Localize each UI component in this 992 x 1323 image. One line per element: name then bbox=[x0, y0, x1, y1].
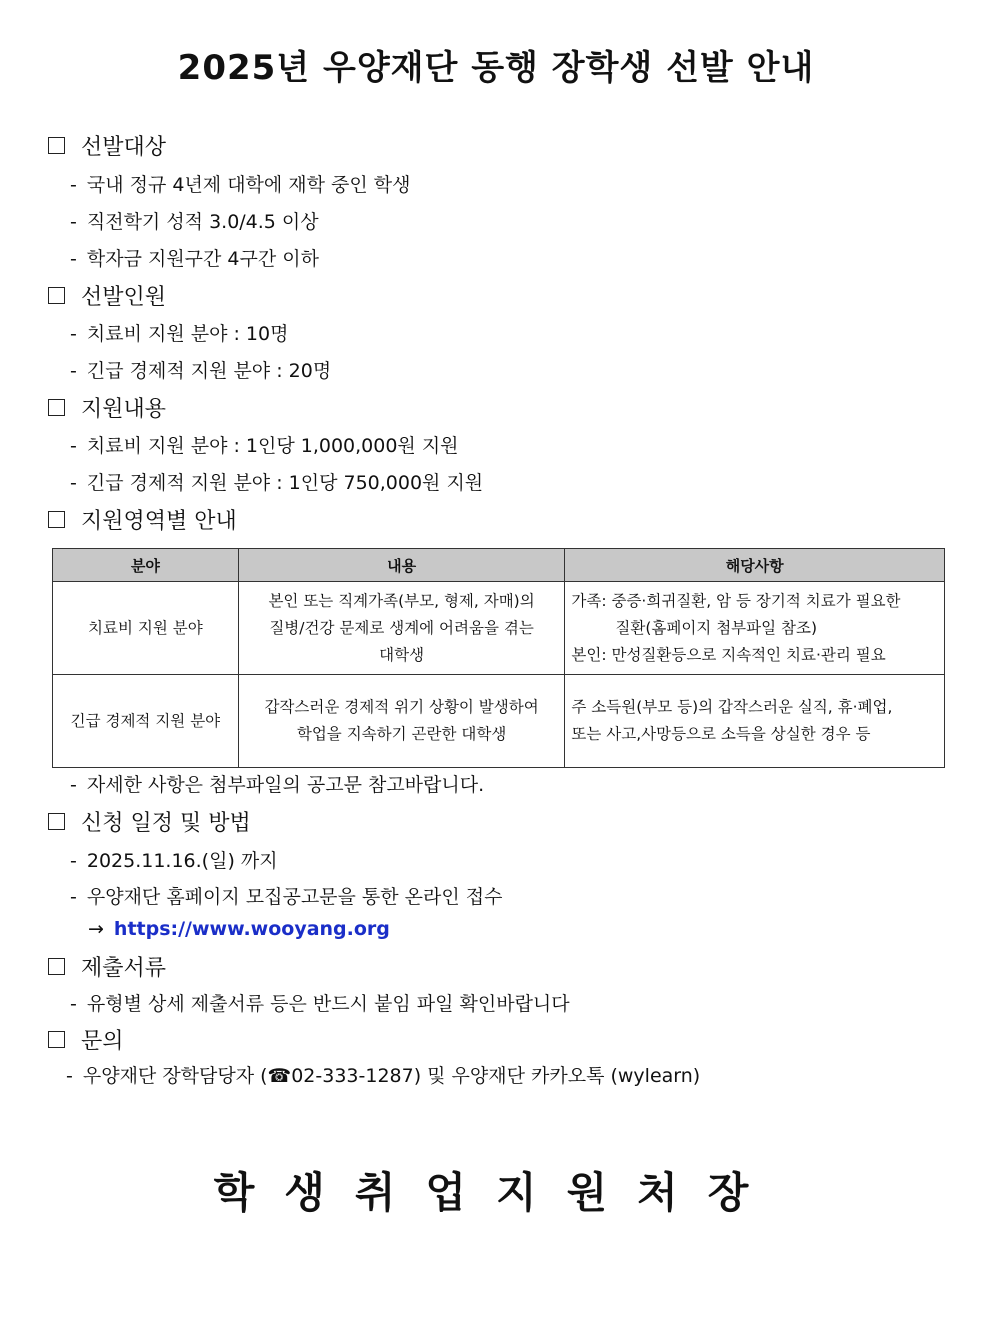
section-contact-heading: 문의 bbox=[48, 1024, 124, 1055]
checkbox-square-icon bbox=[48, 813, 65, 830]
issuer-signature: 학생취업지원처장 bbox=[213, 1168, 779, 1217]
list-item: - 직전학기 성적 3.0/4.5 이상 bbox=[70, 211, 319, 233]
section-target-heading: 선발대상 bbox=[48, 130, 166, 161]
table-note: - 자세한 사항은 첨부파일의 공고문 참고바랍니다. bbox=[70, 774, 485, 796]
list-item: - 치료비 지원 분야 : 1인당 1,000,000원 지원 bbox=[70, 435, 459, 457]
table-header: 내용 bbox=[238, 549, 565, 582]
list-item: - 유형별 상세 제출서류 등은 반드시 붙임 파일 확인바랍니다 bbox=[70, 993, 570, 1015]
checkbox-square-icon bbox=[48, 287, 65, 304]
arrow-right-icon: → bbox=[88, 918, 104, 940]
table-cell: 본인 또는 직계가족(부모, 형제, 자매)의 질병/건강 문제로 생계에 어려움을 겪는 대학생 bbox=[238, 582, 565, 675]
homepage-link[interactable]: https://www.wooyang.org bbox=[113, 918, 390, 940]
table-cell: 갑작스러운 경제적 위기 상황이 발생하여 학업을 지속하기 곤란한 대학생 bbox=[238, 675, 565, 768]
section-area-heading: 지원영역별 안내 bbox=[48, 504, 237, 535]
table-cell: 주 소득원(부모 등)의 갑작스러운 실직, 휴·폐업, 또는 사고,사망등으로 소득을 상실한 경우 등 bbox=[565, 675, 945, 768]
list-item: - 학자금 지원구간 4구간 이하 bbox=[70, 248, 319, 270]
page-title: 2025년 우양재단 동행 장학생 선발 안내 bbox=[177, 48, 815, 88]
section-documents-heading: 제출서류 bbox=[48, 951, 166, 982]
table-row bbox=[53, 675, 945, 768]
url-line bbox=[88, 918, 390, 940]
checkbox-square-icon bbox=[48, 511, 65, 528]
list-item: - 긴급 경제적 지원 분야 : 20명 bbox=[70, 360, 332, 382]
checkbox-square-icon bbox=[48, 137, 65, 154]
table-cell: 긴급 경제적 지원 분야 bbox=[53, 675, 239, 768]
table-header: 분야 bbox=[53, 549, 239, 582]
table-header-row bbox=[53, 549, 945, 582]
table-cell: 치료비 지원 분야 bbox=[53, 582, 239, 675]
list-item: - 2025.11.16.(일) 까지 bbox=[70, 850, 278, 872]
list-item: - 우양재단 홈페이지 모집공고문을 통한 온라인 접수 bbox=[70, 886, 503, 908]
list-item: - 치료비 지원 분야 : 10명 bbox=[70, 323, 289, 345]
list-item: - 국내 정규 4년제 대학에 재학 중인 학생 bbox=[70, 174, 411, 196]
support-area-table bbox=[52, 548, 945, 768]
checkbox-square-icon bbox=[48, 1031, 65, 1048]
list-item: - 우양재단 장학담당자 (☎02-333-1287) 및 우양재단 카카오톡 (wylearn) bbox=[66, 1065, 701, 1087]
table-cell: 가족: 중증·희귀질환, 암 등 장기적 치료가 필요한 질환(홈페이지 첨부파일 참조) 본인: 만성질환등으로 지속적인 치료·관리 필요 bbox=[565, 582, 945, 675]
checkbox-square-icon bbox=[48, 399, 65, 416]
list-item: - 긴급 경제적 지원 분야 : 1인당 750,000원 지원 bbox=[70, 472, 484, 494]
section-support-heading: 지원내용 bbox=[48, 392, 166, 423]
table-header: 해당사항 bbox=[565, 549, 945, 582]
checkbox-square-icon bbox=[48, 958, 65, 975]
section-count-heading: 선발인원 bbox=[48, 280, 166, 311]
table-row bbox=[53, 582, 945, 675]
section-schedule-heading: 신청 일정 및 방법 bbox=[48, 806, 251, 837]
